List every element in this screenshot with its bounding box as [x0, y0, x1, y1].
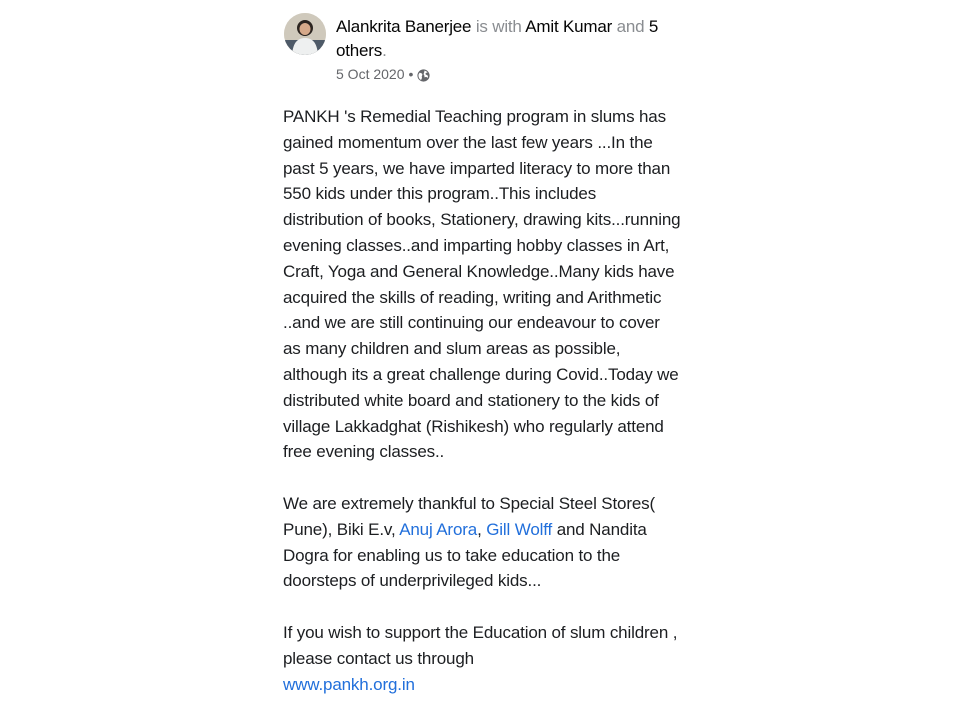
mention-anuj-arora[interactable]: Anuj Arora: [399, 519, 478, 539]
with-text: is with: [475, 17, 522, 36]
paragraph-2-end: and Nandita Dogra for enabling us to take education to the doorsteps of underprivileged kids...: [283, 519, 647, 591]
post-body: [283, 104, 681, 697]
post-date[interactable]: 5 Oct 2020: [336, 66, 405, 82]
tagged-person[interactable]: Amit Kumar: [525, 17, 613, 36]
author-name[interactable]: Alankrita Banerjee: [336, 17, 472, 36]
post-header: [283, 12, 683, 96]
globe-icon[interactable]: [417, 68, 430, 81]
post-paragraph-1: PANKH 's Remedial Teaching program in slums has gained momentum over the last few years ...In the past 5 years, we have imparted literacy to more than 550 kids under this program..This includes distribution of books, Stationery, drawing kits...running evening classes..and imparting hobby classes in Art, Craft, Yoga and General Knowledge..Many kids have acquired the skills of reading, writing and Arithmetic ..and we are still continuing our endeavour to cover as many children and slum areas as possible, although its a great challenge during Covid..Today we distributed white board and stationery to the kids of village Lakkadghat (Rishikesh) who regularly attend free evening classes..: [283, 107, 681, 462]
post-paragraph-2: [283, 491, 681, 594]
website-link[interactable]: www.pankh.org.in: [283, 674, 415, 694]
and-text: and: [616, 17, 645, 36]
paragraph-3-text: If you wish to support the Education of slum children , please contact us through: [283, 622, 678, 668]
mention-gill-wolff[interactable]: Gill Wolff: [486, 519, 553, 539]
facebook-post: [283, 12, 683, 694]
author-line: [336, 15, 681, 63]
tagged-others[interactable]: 5 others: [336, 17, 659, 60]
post-meta: [336, 65, 430, 83]
meta-separator: •: [408, 66, 414, 82]
mention-comma: ,: [477, 519, 487, 539]
avatar-photo: [284, 13, 326, 55]
end-period: .: [382, 41, 387, 60]
paragraph-2-start: We are extremely thankful to Special Steel Stores( Pune), Biki E.v,: [283, 493, 656, 539]
author-avatar[interactable]: [284, 13, 326, 55]
post-paragraph-3: [283, 620, 681, 697]
